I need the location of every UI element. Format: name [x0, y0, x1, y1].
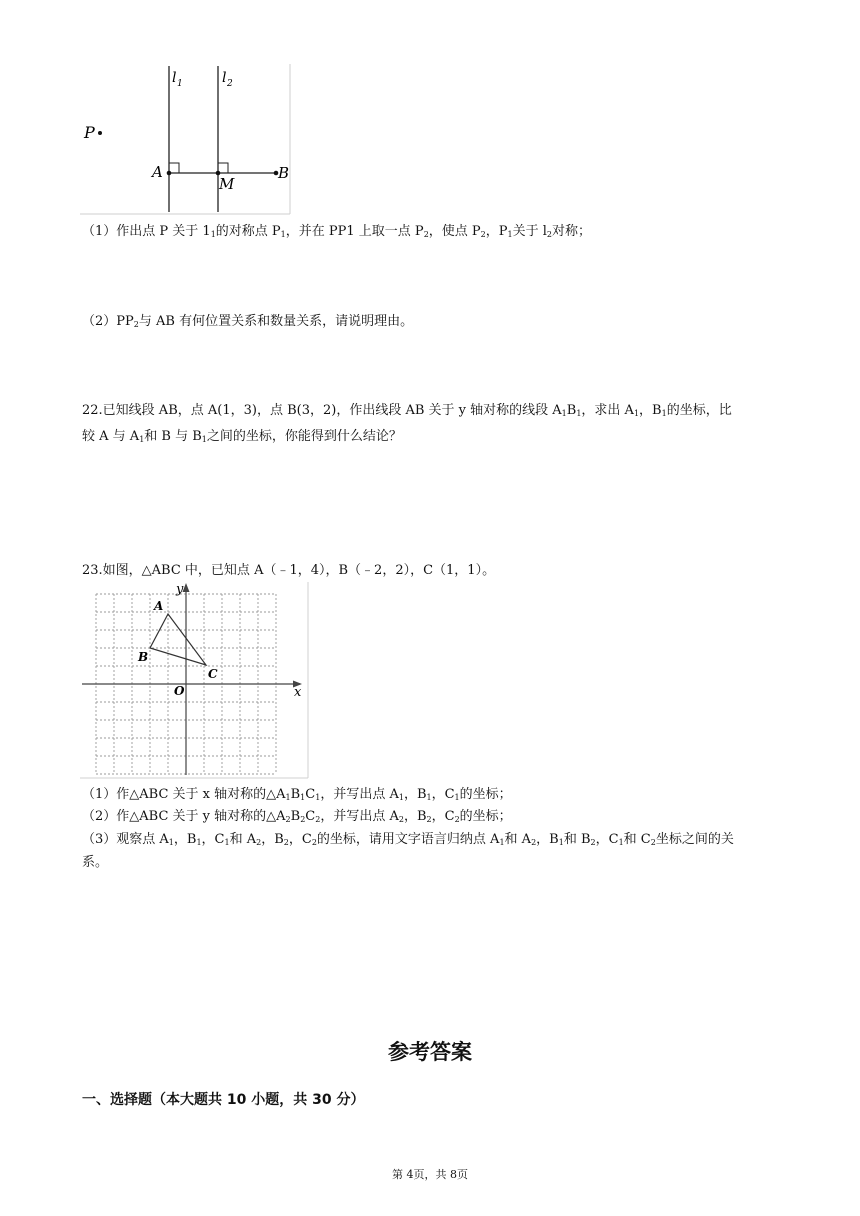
q21-figure [80, 62, 292, 216]
label-c: C [208, 667, 218, 681]
text-run: 和 A [504, 832, 532, 847]
text-run: （2）PP [82, 314, 134, 329]
subscript: 1 [315, 793, 321, 802]
text-run: ，C [288, 832, 312, 847]
text-run: ，求出 A [581, 403, 634, 418]
text-run: ，B [173, 832, 197, 847]
q21-part1 [82, 222, 591, 241]
text-run: 与 AB 有何位置关系和数量关系，请说明理由。 [138, 314, 414, 329]
label-b: B [278, 164, 290, 182]
origin-label: O [174, 684, 185, 698]
text-run: ，B [536, 832, 559, 847]
subscript: 2 [315, 815, 321, 824]
text-run: 对称； [552, 224, 592, 239]
subscript: 1 [661, 409, 667, 418]
q23-figure [80, 580, 310, 780]
subscript: 1 [576, 409, 582, 418]
text-run: ，B [403, 809, 427, 824]
subscript: 2 [426, 815, 432, 824]
subscript: 2 [311, 838, 317, 847]
text-run: B [290, 787, 301, 802]
text-run: 较 A 与 A [82, 429, 140, 444]
subscript: 2 [531, 838, 537, 847]
subscript: 1 [426, 793, 432, 802]
subscript: 2 [423, 230, 429, 239]
text-run: ，并写出点 A [320, 809, 399, 824]
subscript: 1 [210, 230, 216, 239]
text-run: （1）作△ABC 关于 x 轴对称的△A [82, 787, 286, 802]
label-l2-sub: 2 [227, 79, 233, 89]
subscript: 2 [546, 230, 552, 239]
text-run: 和 B [563, 832, 591, 847]
subscript: 2 [480, 230, 486, 239]
subscript: 1 [280, 230, 286, 239]
text-run: 和 A [229, 832, 257, 847]
text-run: ，B [639, 403, 662, 418]
text-run: B [290, 809, 301, 824]
subscript: 2 [398, 815, 404, 824]
text-run: ，P [485, 224, 508, 239]
text-run: 的坐标； [459, 809, 512, 824]
text-run: 的对称点 P [215, 224, 281, 239]
subscript: 1 [300, 793, 306, 802]
text-run: ，C [595, 832, 619, 847]
text-run: ，C [431, 809, 455, 824]
text-run: ，使点 P [428, 224, 481, 239]
q23-part3-line1 [82, 830, 734, 849]
text-run: 和 C [623, 832, 651, 847]
q23-part2 [82, 807, 512, 826]
text-run: ，B [261, 832, 284, 847]
x-axis-label: x [294, 685, 302, 700]
label-m: M [219, 175, 235, 193]
y-axis-arrow [183, 583, 190, 592]
text-run: 的坐标，请用文字语言归纳点 A [316, 832, 500, 847]
q23-part3-line2: 系。 [82, 855, 109, 870]
text-run: ，并在 PP1 上取一点 P [285, 224, 424, 239]
label-l1: l [172, 70, 177, 86]
subscript: 1 [618, 838, 624, 847]
text-run: C [305, 787, 316, 802]
text-run: 坐标之间的关 [655, 832, 734, 847]
y-axis-label: y [176, 582, 184, 597]
subscript: 1 [285, 793, 291, 802]
point-p-dot [98, 131, 102, 135]
subscript: 2 [454, 815, 460, 824]
label-a: A [152, 163, 163, 181]
text-run: 的坐标； [459, 787, 512, 802]
subscript: 1 [558, 838, 564, 847]
text-run: 和 B 与 B [144, 429, 202, 444]
answers-section-heading: 一、选择题（本大题共 10 小题，共 30 分） [82, 1092, 365, 1108]
text-run: ，并写出点 A [320, 787, 399, 802]
subscript: 2 [133, 320, 139, 329]
page-footer: 第 4页，共 8页 [392, 1168, 468, 1181]
answers-title: 参考答案 [388, 1040, 472, 1064]
q23-stem: 23.如图，△ABC 中，已知点 A（﹣1，4），B（﹣2，2），C（1，1）。 [82, 563, 496, 578]
label-a: A [154, 599, 164, 613]
subscript: 2 [650, 838, 656, 847]
text-run: （3）观察点 A [82, 832, 169, 847]
subscript: 1 [398, 793, 404, 802]
q23-part1 [82, 785, 512, 804]
subscript: 1 [454, 793, 460, 802]
subscript: 1 [196, 838, 202, 847]
q22-line1 [82, 401, 732, 420]
subscript: 2 [283, 838, 289, 847]
subscript: 1 [139, 435, 145, 444]
subscript: 2 [256, 838, 262, 847]
text-run: 22.已知线段 AB，点 A(1，3)，点 B(3，2)，作出线段 AB 关于 y 轴对称的线段 A [82, 403, 562, 418]
subscript: 1 [499, 838, 505, 847]
triangle-abc [150, 614, 206, 665]
label-p: P [84, 123, 95, 142]
label-l1-sub: 1 [177, 79, 183, 89]
text-run: （1）作出点 P 关于 1 [82, 224, 211, 239]
subscript: 1 [633, 409, 640, 418]
text-run: ，C [431, 787, 455, 802]
subscript: 2 [300, 815, 306, 824]
text-run: B [566, 403, 577, 418]
subscript: 1 [224, 838, 230, 847]
label-b: B [138, 650, 149, 664]
q21-part2 [82, 312, 413, 331]
text-run: 之间的坐标，你能得到什么结论？ [206, 429, 402, 444]
q22-line2 [82, 427, 402, 446]
text-run: 关于 l [512, 224, 547, 239]
subscript: 2 [285, 815, 291, 824]
text-run: ，B [403, 787, 427, 802]
subscript: 1 [201, 435, 207, 444]
point-a-dot [167, 171, 172, 176]
text-run: ，C [201, 832, 225, 847]
text-run: （2）作△ABC 关于 y 轴对称的△A [82, 809, 286, 824]
subscript: 1 [507, 230, 513, 239]
text-run: 的坐标，比 [666, 403, 732, 418]
label-l2: l [222, 70, 227, 86]
subscript: 2 [590, 838, 596, 847]
subscript: 1 [168, 838, 174, 847]
text-run: C [305, 809, 316, 824]
subscript: 1 [561, 409, 567, 418]
